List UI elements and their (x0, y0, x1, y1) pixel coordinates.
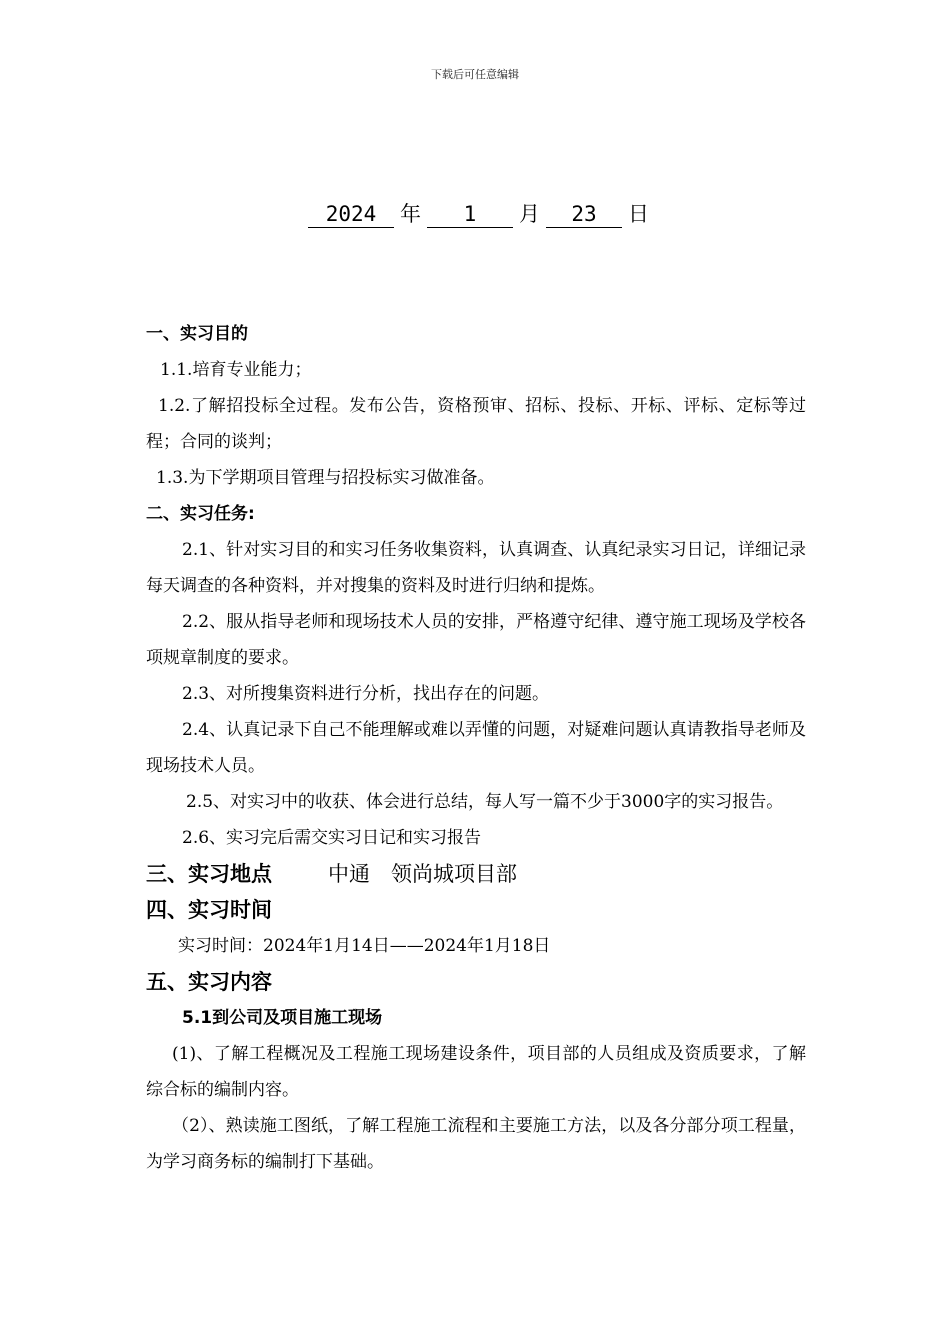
section5-heading: 五、实习内容 (146, 970, 272, 994)
section5-item-2: （2）、熟读施工图纸，了解工程施工流程和主要施工方法，以及各分部分项工程量，为学习商务标的编制打下基础。 (146, 1116, 806, 1172)
date-year: 2024 (308, 201, 394, 228)
section1-item-3: 1.3.为下学期项目管理与招投标实习做准备。 (156, 468, 495, 488)
section2-item-4: 2.4、认真记录下自己不能理解或难以弄懂的问题，对疑难问题认真请教指导老师及现场技术人员。 (146, 720, 806, 776)
section2-item-3: 2.3、对所搜集资料进行分析，找出存在的问题。 (182, 684, 550, 704)
report-date (308, 198, 655, 228)
section2-item-5: 2.5、对实习中的收获、体会进行总结，每人写一篇不少于3000字的实习报告。 (186, 792, 784, 812)
section3-location: 中通 领尚城项目部 (328, 862, 517, 886)
section3-heading (146, 856, 806, 892)
section2-heading: 二、实习任务: (146, 504, 255, 524)
date-month-unit: 月 (519, 202, 540, 226)
section2-item-6: 2.6、实习完后需交实习日记和实习报告 (182, 828, 482, 848)
section4-heading: 四、实习时间 (146, 898, 272, 922)
section4-time: 实习时间：2024年1月14日——2024年1月18日 (178, 936, 551, 956)
date-year-unit: 年 (400, 202, 421, 226)
section1-heading: 一、实习目的 (146, 324, 248, 344)
date-month: 1 (427, 201, 513, 228)
section3-title: 三、实习地点 (146, 862, 272, 886)
date-day: 23 (546, 201, 622, 228)
section5-subheading: 5.1到公司及项目施工现场 (182, 1008, 383, 1028)
header-note: 下载后可任意编辑 (431, 68, 519, 81)
date-day-unit: 日 (628, 202, 649, 226)
section2-item-1: 2.1、针对实习目的和实习任务收集资料，认真调查、认真纪录实习日记，详细记录每天调查的各种资料，并对搜集的资料及时进行归纳和提炼。 (146, 540, 806, 596)
section5-item-1: (1)、了解工程概况及工程施工现场建设条件，项目部的人员组成及资质要求，了解综合标的编制内容。 (146, 1044, 806, 1100)
document-body (146, 316, 806, 1180)
section1-item-2: 1.2.了解招投标全过程。发布公告，资格预审、招标、投标、开标、评标、定标等过程；合同的谈判； (146, 396, 806, 452)
section2-item-2: 2.2、服从指导老师和现场技术人员的安排，严格遵守纪律、遵守施工现场及学校各项规章制度的要求。 (146, 612, 806, 668)
section1-item-1: 1.1.培育专业能力； (160, 360, 312, 380)
